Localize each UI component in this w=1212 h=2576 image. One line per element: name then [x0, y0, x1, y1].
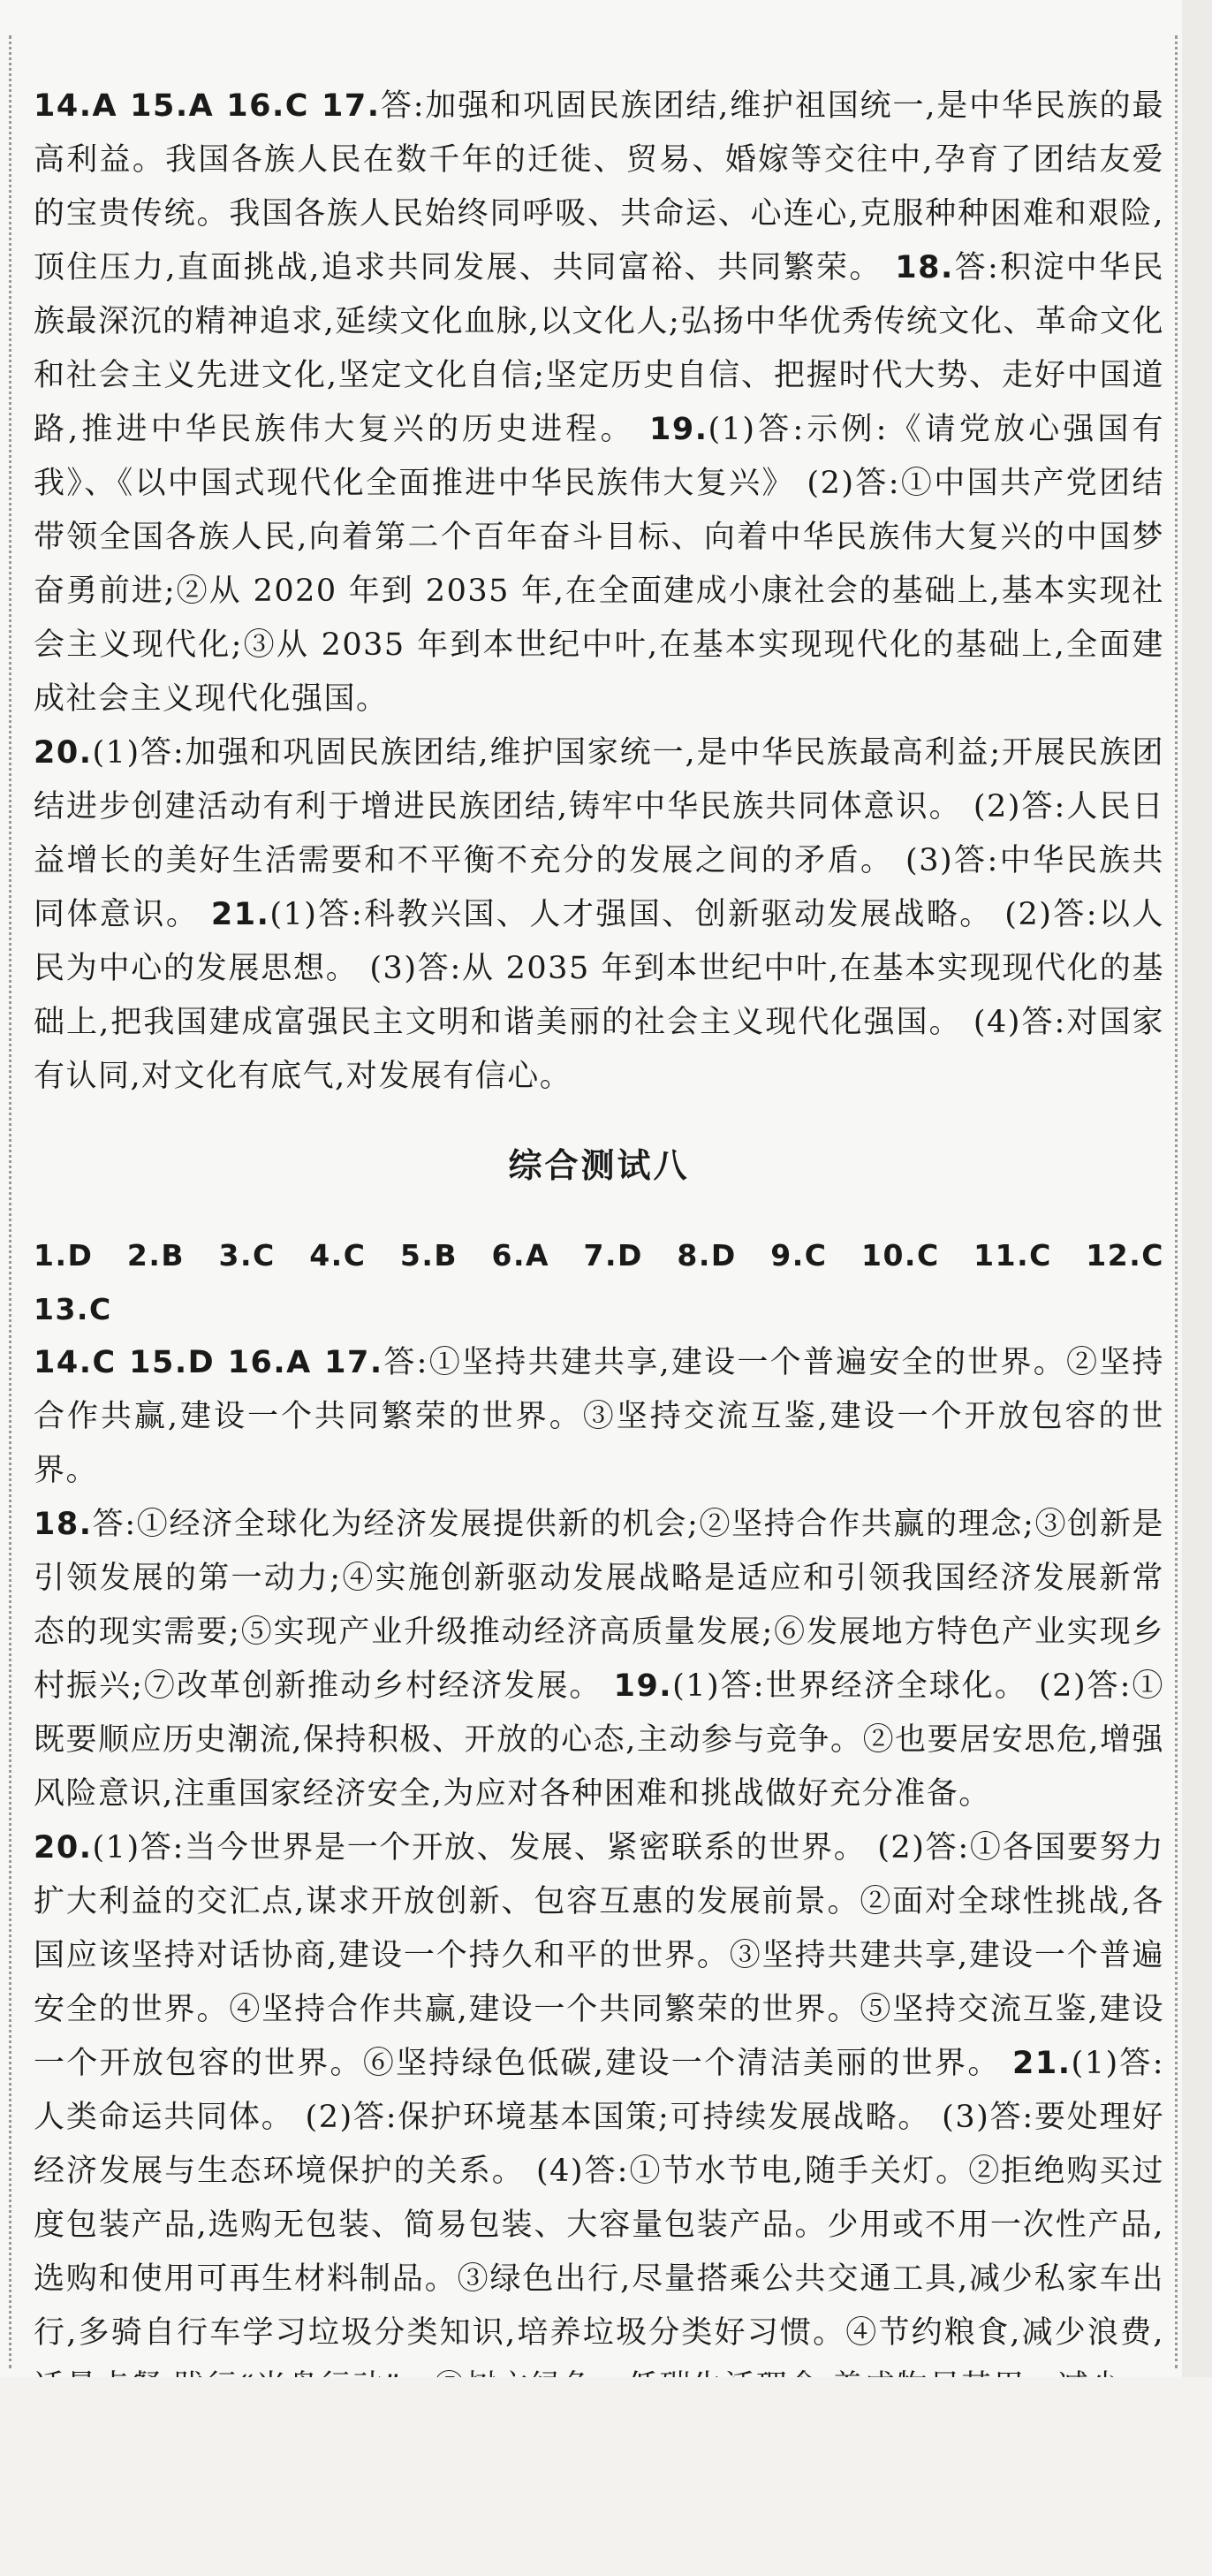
answers-14-17-test8 [34, 1336, 1164, 1498]
blank-bottom-margin [0, 2377, 1212, 2576]
answer-num: 14.C 15.D 16.A 17. [34, 1345, 383, 1380]
answer-num: 21. [210, 897, 270, 932]
answer-text: (1)答:示例:《请党放心强国有我》、《以中国式现代化全面推进中华民族伟大复兴》 (2)答:①中国共产党团结带领全国各族人民,向着第二个百年奋斗目标、向着中华民族伟大复兴的中国梦奋勇前进;②从 2020 年到 2035 年,在全面建成小康社会的基础上,基本实现社会主义现代化;③从 2035 年到本世纪中叶,在基本实现现代化的基础上,全面建成社会主义现代化强国。 [34, 412, 1164, 717]
answer-num: 19. [613, 1668, 673, 1704]
multiple-choice-answers: 1.D 2.B 3.C 4.C 5.B 6.A 7.D 8.D 9.C 10.C 11.C 12.C 13.C [34, 1238, 1164, 1326]
answer-num: 21. [1012, 2046, 1072, 2081]
answer-text: (1)答:科教兴国、人才强国、创新驱动发展战略。 (2)答:以人民为中心的发展思想。 (3)答:从 2035 年到本世纪中叶,在基本实现现代化的基础上,把我国建成富强民主文明和谐美丽的社会主义现代化强国。 (4)答:对国家有认同,对文化有底气,对发展有信心。 [34, 897, 1164, 1094]
answer-content [34, 80, 1164, 2414]
answer-text: 答:①坚持共建共享,建设一个普遍安全的世界。②坚持合作共赢,建设一个共同繁荣的世界。③坚持交流互鉴,建设一个开放包容的世界。 [34, 1345, 1165, 1488]
answer-text: (1)答:世界经济全球化。 (2)答:①既要顺应历史潮流,保持积极、开放的心态,主动参与竞争。②也要居安思危,增强风险意识,注重国家经济安全,为应对各种困难和挑战做好充分准备。 [34, 1668, 1164, 1812]
answer-num: 18. [882, 250, 954, 285]
answer-text: (1)答:当今世界是一个开放、发展、紧密联系的世界。 (2)答:①各国要努力扩大利益的交汇点,谋求开放创新、包容互惠的发展前景。②面对全球性挑战,各国应该坚持对话协商,建设一个持久和平的世界。③坚持共建共享,建设一个普遍安全的世界。④坚持合作共赢,建设一个共同繁荣的世界。⑤坚持交流互鉴,建设一个开放包容的世界。⑥坚持绿色低碳,建设一个清洁美丽的世界。 [34, 1830, 1164, 2081]
answer-text: 答:积淀中华民族最深沉的精神追求,延续文化血脉,以文化人;弘扬中华优秀传统文化、革命文化和社会主义先进文化,坚定文化自信;坚定历史自信、把握时代大势、走好中国道路,推进中华民族伟大复兴的历史进程。 [34, 250, 1164, 447]
answer-text: (1)答:人类命运共同体。 (2)答:保护环境基本国策;可持续发展战略。 (3)答:要处理好经济发展与生态环境保护的关系。 (4)答:①节水节电,随手关灯。②拒绝购买过度包装产品,选购无包装、简易包装、大容量包装产品。少用或不用一次性产品,选购和使用可再生材料制品。③绿色出行,尽量搭乘公共交通工具,减少私家车出行,多骑自行车学习垃圾分类知识,培养垃圾分类好习惯。④节约粮食,减少浪费, [34, 2046, 1164, 2351]
answer-text: 答:①经济全球化为经济发展提供新的机会;②坚持合作共赢的理念;③创新是引领发展的第一动力;④实施创新驱动发展战略是适应和引领我国经济发展新常态的现实需要;⑤实现产业升级推动经济高质量发展;⑥发展地方特色产业实现乡村振兴;⑦改革创新推动乡村经济发展。 [34, 1507, 1164, 1704]
answer-num: 20. [34, 1830, 93, 1866]
section-title: 综合测试八 [508, 1146, 690, 1185]
answer-num: 18. [34, 1507, 93, 1542]
answer-num: 19. [634, 412, 708, 447]
right-dotted-border [1175, 35, 1178, 2368]
answers-14-19-test7 [34, 80, 1164, 726]
answer-text: 答:加强和巩固民族团结,维护祖国统一,是中华民族的最高利益。我国各族人民在数千年的迁徙、贸易、婚嫁等交往中,孕育了团结友爱的宝贵传统。我国各族人民始终同呼吸、共命运、心连心,克服种种困难和艰险,顶住压力,直面挑战,追求共同发展、共同富裕、共同繁荣。 [34, 88, 1164, 285]
answers-20-21-test8 [34, 1821, 1164, 2414]
answer-num: 14.A 15.A 16.C 17. [34, 88, 381, 124]
answer-text: (1)答:加强和巩固民族团结,维护国家统一,是中华民族最高利益;开展民族团结进步创建活动有利于增进民族团结,铸牢中华民族共同体意识。 (2)答:人民日益增长的美好生活需要和不平衡不充分的发展之间的矛盾。 (3)答:中华民族共同体意识。 [34, 735, 1164, 932]
answers-18-19-test8 [34, 1498, 1164, 1821]
left-dotted-border [9, 35, 11, 2368]
adjacent-page-strip [1182, 0, 1212, 2576]
answers-20-21-test7 [34, 726, 1164, 1104]
answer-num: 20. [34, 735, 93, 771]
